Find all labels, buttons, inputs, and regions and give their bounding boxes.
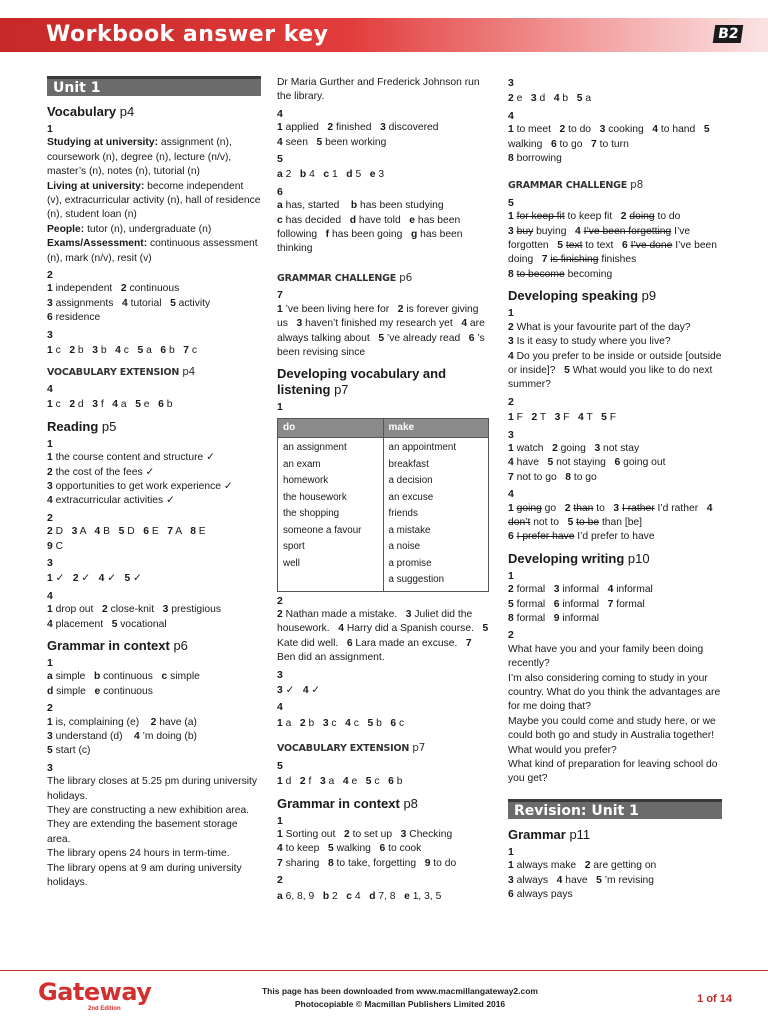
answer-line: 3 opportunities to get work experience ✓ bbox=[47, 480, 233, 492]
exercise-number: 2 bbox=[277, 594, 283, 607]
answer-line: 7 not to go 8 to go bbox=[508, 471, 597, 483]
unit-title-bar: Unit 1 bbox=[47, 76, 261, 96]
answers-ve5: 1 d 2 f 3 a 4 e 5 c 6 b bbox=[277, 776, 403, 788]
answers-r2 bbox=[47, 525, 261, 554]
table-cell-item: an appointment bbox=[388, 442, 457, 454]
footer-text bbox=[230, 985, 570, 1011]
answer-line: 2 the cost of the fees ✓ bbox=[47, 466, 155, 478]
answer-line: What have you and your family been doing recently? bbox=[508, 643, 704, 670]
exercise-number: 3 bbox=[508, 77, 514, 89]
answer-line: They are extending the basement storage area. bbox=[47, 819, 238, 845]
answers-g3 bbox=[47, 775, 261, 890]
section-vocabulary-extension-2: VOCABULARY EXTENSION p7 bbox=[277, 742, 426, 755]
answer-line: 1 the course content and structure ✓ bbox=[47, 452, 215, 464]
answers-gi1 bbox=[277, 828, 491, 871]
answer-line: 8 to become becoming bbox=[508, 268, 613, 280]
section-grammar-challenge: GRAMMAR CHALLENGE p6 bbox=[277, 271, 413, 284]
exercise-number: 4 bbox=[47, 382, 53, 395]
answer-line: c has decided d have told e has been following f has been going g has been thinking bbox=[277, 214, 463, 255]
exercise-number: 4 bbox=[277, 701, 283, 714]
exercise-number: 1 bbox=[47, 123, 53, 135]
section-developing-speaking: Developing speaking p9 bbox=[508, 288, 657, 304]
exercise-number: 1 bbox=[277, 814, 283, 827]
answer-line: d simple e continuous bbox=[47, 685, 153, 697]
footer-download-line: This page has been downloaded from www.macmillangateway2.com bbox=[261, 986, 538, 996]
answers-c5: a 2 b 4 c 1 d 5 e 3 bbox=[277, 169, 385, 181]
answer-line: 4 have 5 not staying 6 going out bbox=[508, 457, 666, 469]
answer-line: Dr Maria Gurther and Frederick Johnson run the library. bbox=[277, 77, 480, 103]
exercise-number: 2 bbox=[508, 395, 514, 408]
answers-s4 bbox=[508, 502, 722, 545]
answer-line: 2 formal 3 informal 4 informal bbox=[508, 584, 653, 596]
table-cell-item: well bbox=[283, 557, 300, 569]
answer-line: 2 D 3 A 4 B 5 D 6 E 7 A 8 E bbox=[47, 526, 206, 538]
answer-line: People: tutor (n), undergraduate (n) bbox=[47, 223, 212, 235]
answer-line: 4 extracurricular activities ✓ bbox=[47, 495, 175, 507]
answer-line: 1 Sorting out 2 to set up 3 Checking bbox=[277, 828, 453, 840]
exercise-number: 7 bbox=[277, 289, 283, 302]
table-cell-item: a decision bbox=[388, 475, 433, 487]
exercise-number: 6 bbox=[277, 185, 283, 198]
table-cell-item: an assignment bbox=[283, 442, 347, 454]
exercise-number: 1 bbox=[47, 437, 53, 450]
answer-line: 3 understand (d) 4 ’m doing (b) bbox=[47, 731, 197, 743]
answer-line: The library opens at 9 am during university holidays. bbox=[47, 862, 242, 889]
table-column-do bbox=[278, 438, 384, 592]
section-grammar-in-context-2: Grammar in context p8 bbox=[277, 795, 418, 811]
exercise-number: 5 bbox=[277, 759, 283, 772]
exercise-number: 5 bbox=[277, 153, 283, 166]
exercise-number: 3 bbox=[47, 328, 53, 341]
exercise-number: 2 bbox=[277, 874, 283, 887]
answer-line: 6 I prefer have I’d prefer to have bbox=[508, 531, 655, 543]
answers-gi2: a 6, 8, 9 b 2 c 4 d 7, 8 e 1, 3, 5 bbox=[277, 890, 442, 902]
section-vocabulary: Vocabulary p4 bbox=[47, 104, 135, 119]
table-cell-item: homework bbox=[283, 475, 329, 487]
answer-line: 7 sharing 8 to take, forgetting 9 to do bbox=[277, 857, 457, 869]
answer-line: 1 applied 2 finished 3 discovered bbox=[277, 122, 439, 134]
answer-line: 4 placement 5 vocational bbox=[47, 618, 167, 630]
exercise-number: 2 bbox=[47, 511, 53, 524]
answer-line: 1 always make 2 are getting on bbox=[508, 860, 657, 872]
answer-line: 1 watch 2 going 3 not stay bbox=[508, 442, 640, 454]
answer-line: 3 always 4 have 5 ’m revising bbox=[508, 874, 654, 886]
exercise-number: 3 bbox=[47, 556, 53, 569]
exercise-number: 2 bbox=[47, 269, 53, 282]
section-grammar-challenge-2: GRAMMAR CHALLENGE p8 bbox=[508, 179, 644, 192]
answers-t3: 2 e 3 d 4 b 5 a bbox=[508, 93, 592, 105]
footer-copyright-line: Photocopiable © Macmillan Publishers Limited 2016 bbox=[294, 999, 506, 1009]
answers-g2 bbox=[47, 716, 261, 759]
answer-line: Living at university: become independent (v), extracurricular activity (n), hall of residence (n), student loan (n) bbox=[47, 180, 261, 221]
section-developing-writing: Developing writing p10 bbox=[508, 550, 650, 566]
exercise-number: 2 bbox=[47, 702, 53, 715]
table-cell-item: the housework bbox=[283, 491, 347, 503]
answers-v3: 1 c 2 b 3 b 4 c 5 a 6 b 7 c bbox=[47, 345, 198, 357]
answer-line: 1 ’ve been living here for 2 is forever giving us 3 haven’t finished my research yet 4 are always talking about 5 ’ve already read 6 ’s been revising since bbox=[277, 303, 485, 358]
table-cell-item: a suggestion bbox=[388, 574, 445, 586]
answer-line: a has, started b has been studying bbox=[277, 200, 444, 212]
exercise-number: 2 bbox=[508, 629, 514, 642]
answers-v1 bbox=[47, 136, 261, 266]
answer-line: 5 formal 6 informal 7 formal bbox=[508, 598, 645, 610]
answer-line: Exams/Assessment: continuous assessment (n), mark (n/v), resit (v) bbox=[47, 238, 258, 264]
answer-line: 8 formal 9 informal bbox=[508, 613, 600, 624]
exercise-number: 5 bbox=[508, 196, 514, 209]
answers-c6 bbox=[277, 199, 491, 257]
answer-line: I’m also considering coming to study in your country. What do you think the advantages are for me doing that? bbox=[508, 672, 721, 713]
exercise-number: 1 bbox=[508, 307, 514, 320]
table-cell-item: friends bbox=[388, 508, 418, 520]
answer-line: 1 is, complaining (e) 2 have (a) bbox=[47, 716, 197, 728]
exercise-number: 1 bbox=[277, 401, 283, 414]
answer-line: 1 for keep fit to keep fit 2 doing to do bbox=[508, 211, 681, 223]
answers-gr1 bbox=[508, 859, 722, 902]
answer-line: 4 seen 5 been working bbox=[277, 136, 387, 148]
exercise-number: 1 bbox=[508, 845, 514, 858]
table-header-do: do bbox=[278, 418, 384, 437]
answer-line: 6 residence bbox=[47, 312, 101, 324]
answer-line: They are constructing a new exhibition area. bbox=[47, 805, 250, 817]
answers-gc5 bbox=[508, 210, 722, 282]
answer-line: Studying at university: assignment (n), coursework (n), degree (n), lecture (n/v), master’s (n), notes (n), tutorial (n) bbox=[47, 137, 232, 178]
answers-s2: 1 F 2 T 3 F 4 T 5 F bbox=[508, 412, 617, 424]
answers-s3 bbox=[508, 442, 722, 485]
answer-line: 4 to keep 5 walking 6 to cook bbox=[277, 843, 422, 855]
table-cell-item: a noise bbox=[388, 541, 421, 553]
table-cell-item: an excuse bbox=[388, 491, 434, 503]
answer-line: 1 independent 2 continuous bbox=[47, 283, 180, 295]
answers-vext4: 1 c 2 d 3 f 4 a 5 e 6 b bbox=[47, 399, 173, 411]
section-reading: Reading p5 bbox=[47, 418, 117, 434]
answers-r4 bbox=[47, 603, 261, 632]
column-2 bbox=[277, 76, 491, 904]
answers-d2 bbox=[277, 608, 491, 666]
edition-label: 2nd Edition bbox=[88, 1006, 121, 1012]
answers-v2 bbox=[47, 282, 261, 325]
table-cell-item: the shopping bbox=[283, 508, 340, 520]
column-3 bbox=[508, 76, 722, 903]
answer-line: 2 What is your favourite part of the day? bbox=[508, 321, 691, 333]
footer-divider bbox=[0, 970, 768, 971]
answer-line: 5 start (c) bbox=[47, 745, 91, 757]
answers-r1 bbox=[47, 451, 261, 509]
answer-line: 6 always pays bbox=[508, 889, 573, 901]
answer-line: a simple b continuous c simple bbox=[47, 671, 200, 683]
gateway-logo: Gateway bbox=[38, 978, 152, 1006]
revision-title-bar: Revision: Unit 1 bbox=[508, 799, 722, 819]
exercise-number: 1 bbox=[508, 569, 514, 582]
exercise-number: 4 bbox=[508, 488, 514, 501]
answers-c4 bbox=[277, 121, 491, 150]
table-column-make bbox=[383, 438, 489, 592]
section-developing-vocabulary: Developing vocabulary and listening p7 bbox=[277, 366, 447, 398]
answer-line: 8 borrowing bbox=[508, 153, 562, 165]
section-grammar-in-context: Grammar in context p6 bbox=[47, 638, 188, 653]
table-cell-item: someone a favour bbox=[283, 524, 362, 536]
table-cell-item: a mistake bbox=[388, 524, 431, 536]
answers-g1 bbox=[47, 670, 261, 699]
answers-s1 bbox=[508, 321, 722, 393]
exercise-number: 1 bbox=[47, 657, 53, 669]
answer-line: 1 drop out 2 close-knit 3 prestigious bbox=[47, 604, 222, 616]
answers-top bbox=[277, 76, 491, 105]
page-number: 1 of 14 bbox=[697, 993, 732, 1005]
exercise-number: 4 bbox=[277, 107, 283, 120]
answers-w2 bbox=[508, 643, 722, 787]
answers-r3: 1 ✓ 2 ✓ 4 ✓ 5 ✓ bbox=[47, 573, 142, 585]
page-title: Workbook answer key bbox=[46, 22, 329, 47]
answers-gc7 bbox=[277, 303, 491, 361]
answer-line: 3 buy buying 4 I’ve been forgetting I’ve forgotten 5 text to text 6 I’ve done I’ve been doing 7 is finishing finishes bbox=[508, 225, 718, 266]
answers-d3: 3 ✓ 4 ✓ bbox=[277, 685, 321, 697]
table-cell-item: breakfast bbox=[388, 458, 429, 470]
answer-line: What kind of preparation for leaving school do you get? bbox=[508, 759, 718, 785]
table-cell-item: an exam bbox=[283, 458, 321, 470]
table-cell-item: sport bbox=[283, 541, 305, 553]
answers-d4: 1 a 2 b 3 c 4 c 5 b 6 c bbox=[277, 717, 405, 729]
answers-w1 bbox=[508, 583, 722, 626]
section-grammar: Grammar p11 bbox=[508, 826, 591, 842]
answers-t4 bbox=[508, 123, 722, 166]
answer-line: 1 to meet 2 to do 3 cooking 4 to hand 5 walking 6 to go 7 to turn bbox=[508, 124, 710, 150]
table-header-make: make bbox=[383, 418, 489, 437]
answer-line: The library closes at 5.25 pm during university holidays. bbox=[47, 776, 258, 802]
answer-line: 3 Is it easy to study where you live? bbox=[508, 336, 671, 348]
exercise-number: 4 bbox=[508, 109, 514, 122]
exercise-number: 4 bbox=[47, 589, 53, 602]
answer-line: 4 Do you prefer to be inside or outside [outside or inside]? 5 What would you like to do next summer? bbox=[508, 350, 722, 391]
exercise-number: 3 bbox=[508, 428, 514, 441]
section-vocabulary-extension: VOCABULARY EXTENSION p4 bbox=[47, 365, 196, 378]
answer-line: Maybe you could come and study here, or we could both go and study in Australia together! What would you prefer? bbox=[508, 715, 716, 756]
column-1 bbox=[47, 76, 261, 891]
answer-line: 1 going go 2 than to 3 I rather I’d rather 4 don’t not to 5 to be than [be] bbox=[508, 502, 713, 528]
do-make-table bbox=[277, 418, 489, 592]
answer-line: 3 assignments 4 tutorial 5 activity bbox=[47, 297, 211, 309]
answer-line: 2 Nathan made a mistake. 3 Juliet did the housework. 4 Harry did a Spanish course. 5 Kate did well. 6 Lara made an excuse. 7 Ben did an assignment. bbox=[277, 609, 489, 664]
exercise-number: 3 bbox=[277, 668, 283, 681]
level-badge: B2 bbox=[712, 25, 743, 43]
answer-line: 9 C bbox=[47, 540, 64, 552]
table-cell-item: a promise bbox=[388, 557, 432, 569]
header-banner bbox=[0, 18, 768, 52]
answer-line: The library opens 24 hours in term-time. bbox=[47, 848, 230, 860]
exercise-number: 3 bbox=[47, 761, 53, 774]
